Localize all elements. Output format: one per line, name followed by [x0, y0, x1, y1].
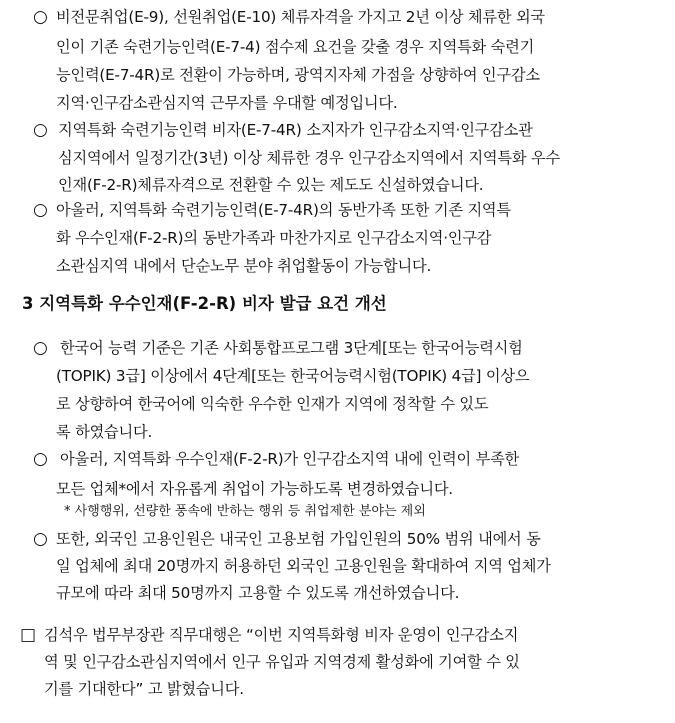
text-line: 능인력(E-7-4R)로 전환이 가능하며, 광역지자체 가점을 상향하여 인구감소 — [56, 66, 540, 84]
text-line: (TOPIK) 3급] 이상에서 4단계[또는 한국어능력시험(TOPIK) 4급] 이상으 — [56, 367, 530, 385]
text-line: 지역특화 숙련기능인력 비자(E-7-4R) 소지자가 인구감소지역·인구감소관 — [58, 121, 533, 139]
circle-bullet: ○ — [33, 529, 48, 549]
text-line: 역 및 인구감소관심지역에서 인구 유입과 지역경제 활성화에 기여할 수 있 — [44, 653, 520, 671]
text-line: 한국어 능력 기준은 기존 사회통합프로그램 3단계[또는 한국어능력시험 — [60, 339, 523, 357]
text-line: 규모에 따라 최대 50명까지 고용할 수 있도록 개선하였습니다. — [56, 584, 460, 602]
circle-bullet: ○ — [33, 120, 48, 140]
square-bullet: □ — [20, 625, 37, 645]
text-line: 김석우 법무부장관 직무대행은 “이번 지역특화형 비자 운영이 인구감소지 — [44, 626, 519, 644]
text-line: 화 우수인재(F-2-R)의 동반가족과 마찬가지로 인구감소지역·인구감 — [56, 229, 492, 247]
section-heading: 3 지역특화 우수인재(F-2-R) 비자 발급 요건 개선 — [22, 294, 387, 313]
circle-bullet: ○ — [33, 200, 48, 220]
text-line: 아울러, 지역특화 우수인재(F-2-R)가 인구감소지역 내에 인력이 부족한 — [60, 450, 520, 468]
text-line: 비전문취업(E-9), 선원취업(E-10) 체류자격을 가지고 2년 이상 체류한 외국 — [56, 8, 545, 26]
text-line: 일 업체에 최대 20명까지 허용하던 외국인 고용인원을 확대하여 지역 업체가 — [56, 557, 551, 575]
text-line: 또한, 외국인 고용인원은 내국인 고용보험 가입인원의 50% 범위 내에서 동 — [56, 530, 541, 548]
text-line: 아울러, 지역특화 숙련기능인력(E-7-4R)의 동반가족 또한 기존 지역특 — [56, 201, 511, 219]
text-line: 로 상향하여 한국어에 익숙한 우수한 인재가 지역에 정착할 수 있도 — [56, 395, 489, 413]
text-line: 록 하였습니다. — [56, 423, 153, 441]
text-line: 소관심지역 내에서 단순노무 분야 취업활동이 가능합니다. — [56, 257, 432, 275]
text-line: 기를 기대한다” 고 밝혔습니다. — [44, 680, 244, 698]
footnote: * 사행행위, 선량한 풍속에 반하는 행위 등 취업제한 분야는 제외 — [64, 504, 426, 519]
circle-bullet: ○ — [33, 449, 48, 469]
text-line: 모든 업체*에서 자유롭게 취업이 가능하도록 변경하였습니다. — [56, 480, 453, 498]
text-line: 심지역에서 일정기간(3년) 이상 체류한 경우 인구감소지역에서 지역특화 우수 — [58, 149, 560, 167]
text-line: 인재(F-2-R)체류자격으로 전환할 수 있는 제도도 신설하였습니다. — [58, 176, 484, 194]
circle-bullet: ○ — [33, 338, 48, 358]
text-line: 지역·인구감소관심지역 근무자를 우대할 예정입니다. — [56, 94, 398, 112]
text-line: 인이 기존 숙련기능인력(E-7-4) 점수제 요건을 갖출 경우 지역특화 숙련기 — [56, 38, 535, 56]
circle-bullet: ○ — [33, 7, 48, 27]
